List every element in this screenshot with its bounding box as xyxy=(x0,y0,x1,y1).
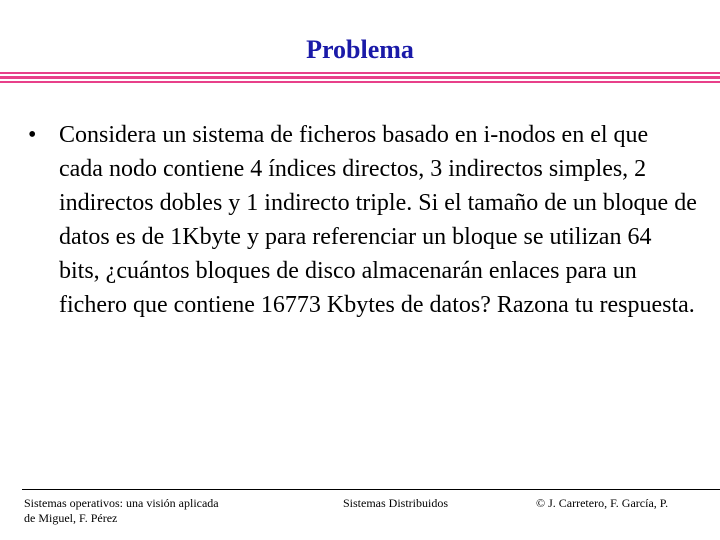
footer-book-credit xyxy=(24,496,264,526)
problem-statement: Considera un sistema de ficheros basado en i-nodos en el que cada nodo contiene 4 índices directos, 3 indirectos simples, 2 indirectos dobles y 1 indirecto triple. Si el tamaño de un bloque de datos es de 1Kbyte y para referenciar un bloque se utilizan 64 bits, ¿cuántos bloques de disco almacenarán enlaces para un fichero que contiene 16773 Kbytes de datos? Razona tu respuesta. xyxy=(59,122,697,318)
footer-divider xyxy=(22,489,720,490)
title-rule-top xyxy=(0,72,720,74)
footer-book-title: Sistemas operativos: una visión aplicada xyxy=(24,496,219,510)
footer-copyright: © J. Carretero, F. García, P. xyxy=(536,496,669,510)
footer-course-name: Sistemas Distribuidos xyxy=(343,496,449,510)
title-rule-bottom xyxy=(0,81,720,83)
bullet-marker: • xyxy=(28,122,37,148)
slide-title: Problema xyxy=(306,35,414,64)
title-rule-middle xyxy=(0,76,720,79)
footer-book-authors: de Miguel, F. Pérez xyxy=(24,511,118,525)
bullet-item xyxy=(28,118,698,322)
